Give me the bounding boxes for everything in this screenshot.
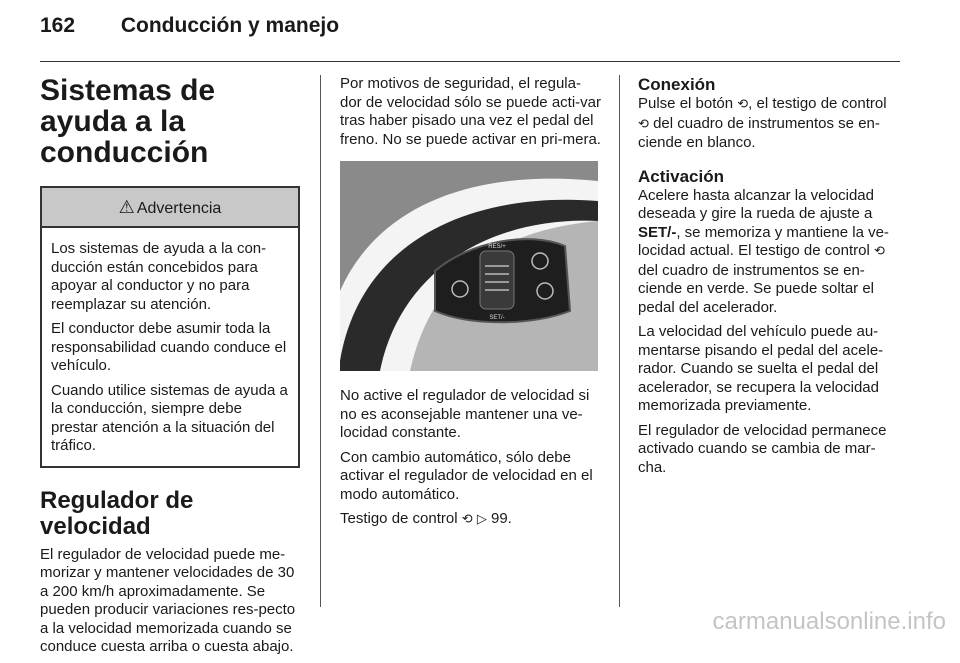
page-ref-icon: ▷ (476, 512, 487, 527)
set-label: SET/- (489, 315, 505, 321)
column-divider (320, 75, 321, 607)
res-label: RES/+ (488, 244, 506, 250)
section-title: Regulador de velocidad (40, 486, 194, 540)
activacion-text (638, 187, 900, 318)
column-2 (340, 75, 602, 536)
set-label: SET/- (638, 223, 677, 241)
column-1 (40, 75, 302, 663)
control-light-text: Testigo de control (340, 510, 458, 527)
warning-body (42, 228, 298, 466)
steering-wheel-photo (340, 161, 598, 371)
paragraph-2: Con cambio automático, sólo debe activar el regulador de velocidad en el modo automático. (340, 448, 593, 503)
activacion-title: Activación (638, 166, 724, 186)
chapter-title: Conducción y manejo (120, 14, 340, 37)
conexion-text-c: del cuadro de instrumentos se en-ciende en blanco. (638, 114, 880, 151)
header-rule (40, 61, 900, 62)
conexion-text (638, 95, 900, 153)
paragraph-gear: El regulador de velocidad permanece activado cuando se cambia de mar-cha. (638, 421, 887, 476)
page-number: 162 (40, 14, 76, 37)
paragraph-speed: La velocidad del vehículo puede au-mentarse pisando el pedal del acele-rador. Cuando se suelta el pedal del acelerador, se recupera la velocidad memorizada previamente. (638, 323, 884, 414)
activacion-text-a: Acelere hasta alcanzar la velocidad deseada y gire la rueda de ajuste a (638, 186, 874, 222)
page-header (40, 14, 339, 38)
column-3 (638, 75, 900, 483)
conexion-text-a: Pulse el botón (638, 95, 734, 112)
warning-header (42, 188, 298, 228)
activacion-text-b: , se memoriza y mantiene la ve-locidad actual. El testigo de control (638, 223, 889, 259)
warning-paragraph: Cuando utilice sistemas de ayuda a la conducción, siempre debe prestar atención a la situación del tráfico. (51, 381, 288, 454)
column-divider (619, 75, 620, 607)
cruise-control-icon: ⟲ (873, 244, 885, 259)
warning-triangle-icon: ⚠ (118, 197, 135, 217)
section-text: El regulador de velocidad puede me-morizar y mantener velocidades de 30 a 200 km/h aproximadamente. Se pueden producir variaciones res-pecto a la velocidad memorizada cuando se conduce cuesta arriba o cuesta abajo. (40, 545, 296, 655)
activacion-text-c: del cuadro de instrumentos se en-ciende en verde. Se puede soltar el pedal del acelerador. (638, 261, 874, 316)
cruise-control-icon: ⟲ (737, 97, 749, 112)
warning-paragraph: El conductor debe asumir toda la responsabilidad cuando conduce el vehículo. (51, 320, 287, 374)
conexion-title: Conexión (638, 75, 716, 94)
main-title: Sistemas de ayuda a la conducción (40, 74, 216, 169)
cruise-control-icon: ⟲ (461, 512, 473, 527)
warning-paragraph: Los sistemas de ayuda a la con-ducción están concebidos para apoyar al conductor y no para reemplazar su atención. (51, 240, 267, 313)
paragraph-3 (340, 510, 602, 530)
cruise-control-icon: ⟲ (638, 116, 649, 132)
warning-label: Advertencia (136, 200, 222, 217)
intro-paragraph: Por motivos de seguridad, el regula-dor de velocidad sólo se puede acti-var tras haber pisado una vez el pedal del freno. No se puede activar en pri-mera. (340, 75, 601, 148)
paragraph-1: No active el regulador de velocidad si no es aconsejable mantener una ve-locidad constante. (340, 387, 590, 441)
conexion-text-b: , el testigo de control (748, 95, 887, 112)
page-reference: 99. (491, 510, 512, 527)
watermark: carmanualsonline.info (712, 608, 946, 635)
warning-box (40, 186, 300, 468)
